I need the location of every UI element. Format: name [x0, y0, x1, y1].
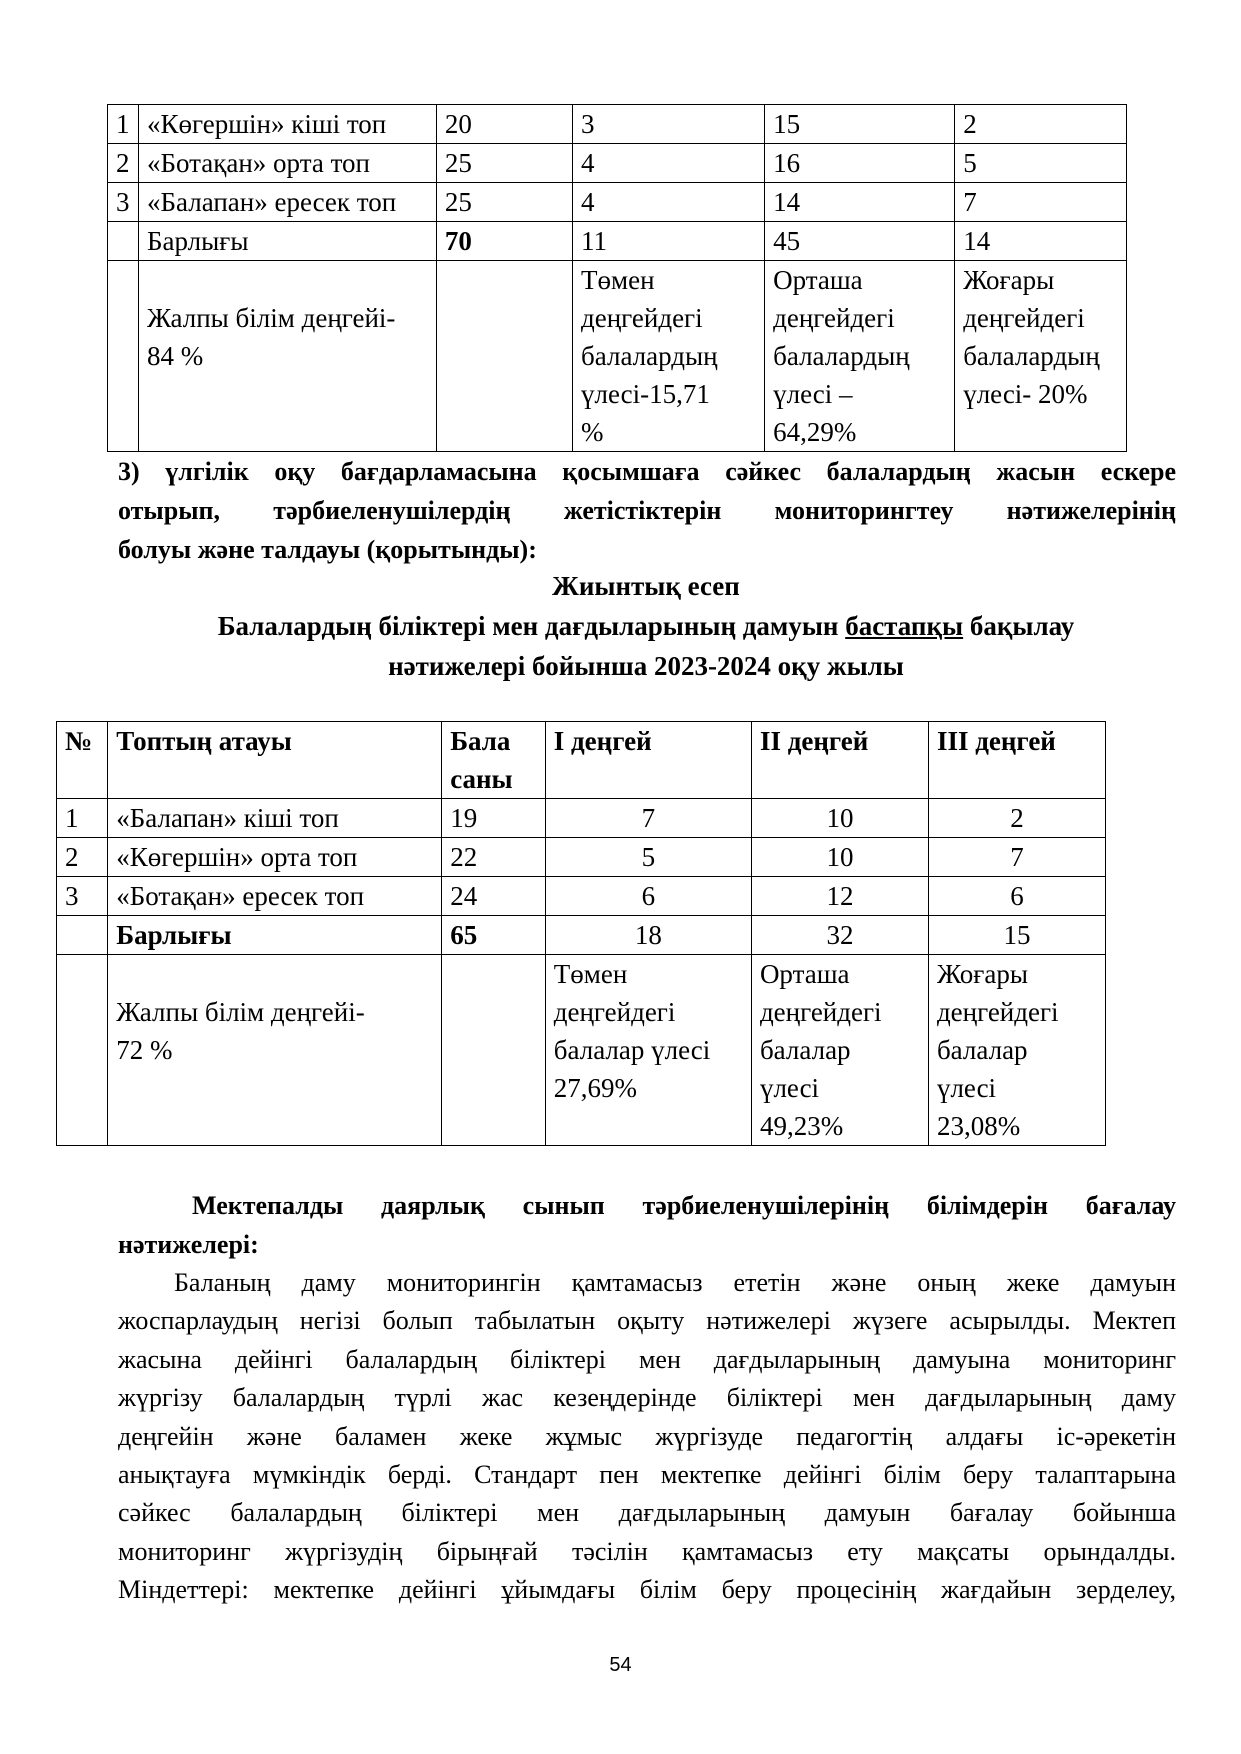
table-cell: 6 — [928, 877, 1105, 916]
table-cell: 3 — [108, 183, 139, 222]
table-cell: 14 — [955, 222, 1127, 261]
heading-line: болуы және талдауы (қорытынды): — [118, 535, 537, 564]
table-cell: 7 — [928, 838, 1105, 877]
table-total-row — [57, 916, 1106, 955]
table-cell — [442, 955, 546, 1146]
table-cell: Орташа деңгейдегі балалардың үлесі – 64,29% — [765, 261, 955, 452]
table-cell: 4 — [573, 144, 765, 183]
column-header: № — [57, 722, 108, 799]
table-cell: 12 — [751, 877, 928, 916]
table-row — [57, 877, 1106, 916]
paragraph-line: сәйкес балалардың біліктері мен дағдыларының дамуын бағалау бойынша — [118, 1498, 1176, 1528]
table-cell — [108, 261, 139, 452]
page-number: 54 — [609, 1654, 632, 1676]
table-cell: 22 — [442, 838, 546, 877]
table-cell: Барлығы — [139, 222, 437, 261]
paragraph-line: жоспарлаудың негізі болып табылатын оқыту нәтижелері жүзеге асырылды. Мектеп — [118, 1306, 1176, 1336]
heading-line: отырып, тәрбиеленушілердің жетістіктерін мониторингтеу нәтижелерінің — [118, 496, 1176, 525]
table-cell: 10 — [751, 838, 928, 877]
paragraph-line: Міндеттері: мектепке дейінгі ұйымдағы білім беру процесінің жағдайын зерделеу, — [118, 1575, 1176, 1605]
paragraph-line: Баланың даму мониторингін қамтамасыз ететін және оның жеке дамуын — [174, 1268, 1176, 1297]
table-cell: «Көгершін» кіші топ — [139, 105, 437, 144]
table-row — [108, 105, 1127, 144]
table-total-row — [108, 222, 1127, 261]
table-cell: 15 — [765, 105, 955, 144]
table-row — [57, 838, 1106, 877]
table-cell: 65 — [442, 916, 546, 955]
table-cell: «Көгершін» орта топ — [108, 838, 442, 877]
table-cell: 1 — [57, 799, 108, 838]
table-cell: 6 — [545, 877, 751, 916]
table-cell: 7 — [545, 799, 751, 838]
table-cell: 10 — [751, 799, 928, 838]
table-cell: 16 — [765, 144, 955, 183]
table-cell: 32 — [751, 916, 928, 955]
results-table-previous — [107, 104, 1127, 452]
table-cell: 2 — [57, 838, 108, 877]
table-cell: 70 — [436, 222, 572, 261]
table-cell: «Балапан» кіші топ — [108, 799, 442, 838]
section-heading-3 — [118, 452, 1176, 569]
table-cell — [436, 261, 572, 452]
table-cell: Жалпы білім деңгейі- 72 % — [108, 955, 442, 1146]
table-cell: «Балапан» ересек топ — [139, 183, 437, 222]
table-cell: 18 — [545, 916, 751, 955]
table-cell: 2 — [108, 144, 139, 183]
paragraph-line: деңгейін және баламен жеке жұмыс жүргізуде педагогтің алдағы іс-әрекетін — [118, 1421, 1176, 1451]
paragraph-line: мониторинг жүргізудің бірыңғай тәсілін қамтамасыз ету мақсаты орындалды. — [118, 1536, 1176, 1566]
table-cell: Төмен деңгейдегі балалар үлесі 27,69% — [545, 955, 751, 1146]
table-cell: 1 — [108, 105, 139, 144]
results-table-initial — [56, 721, 1106, 1146]
table-cell: «Ботақан» ересек топ — [108, 877, 442, 916]
heading-line: 3) үлгілік оқу бағдарламасына қосымшаға сәйкес балалардың жасын ескере — [118, 457, 1176, 486]
table-cell: 7 — [955, 183, 1127, 222]
column-header: Бала саны — [442, 722, 546, 799]
summary-report-title: Жиынтық есеп — [552, 571, 740, 601]
table-cell: 25 — [436, 144, 572, 183]
paragraph-line: жүргізу балалардың түрлі жас кезеңдерінде біліктері мен дағдыларының даму — [118, 1383, 1176, 1413]
table-cell: 5 — [955, 144, 1127, 183]
preschool-section-heading: Мектепалды даярлық сынып тәрбиеленушілерінің білімдерін бағалау нәтижелері: — [118, 1191, 1176, 1259]
paragraph-line: жасына дейінгі балалардың біліктері мен дағдыларының дамуына мониторинг — [118, 1344, 1176, 1374]
table-cell: 3 — [573, 105, 765, 144]
table-cell: Жоғары деңгейдегі балалардың үлесі- 20% — [955, 261, 1127, 452]
table-cell: 3 — [57, 877, 108, 916]
body-paragraph — [118, 1264, 1176, 1610]
summary-report-subtitle: Балалардың біліктері мен дағдыларының дамуын бастапқы бақылау — [217, 611, 1075, 641]
table-cell — [57, 955, 108, 1146]
column-header: Топтың атауы — [108, 722, 442, 799]
table-cell: Орташа деңгейдегі балалар үлесі 49,23% — [751, 955, 928, 1146]
table-cell: 24 — [442, 877, 546, 916]
table-cell: Жоғары деңгейдегі балалар үлесі 23,08% — [928, 955, 1105, 1146]
table-cell: 45 — [765, 222, 955, 261]
table-cell: 11 — [573, 222, 765, 261]
table-header-row — [57, 722, 1106, 799]
table-cell: «Ботақан» орта топ — [139, 144, 437, 183]
table-cell: 15 — [928, 916, 1105, 955]
paragraph-line: анықтауға мүмкіндік берді. Стандарт пен мектепке дейінгі білім беру талаптарына — [118, 1460, 1176, 1490]
table-cell: 20 — [436, 105, 572, 144]
table-cell: 25 — [436, 183, 572, 222]
table-cell: Жалпы білім деңгейі- 84 % — [139, 261, 437, 452]
table-cell — [57, 916, 108, 955]
table-cell: Барлығы — [108, 916, 442, 955]
table-cell: 19 — [442, 799, 546, 838]
table-row — [57, 799, 1106, 838]
table-cell: 2 — [928, 799, 1105, 838]
table-cell — [108, 222, 139, 261]
table-cell: 14 — [765, 183, 955, 222]
table-row — [108, 144, 1127, 183]
column-header: І деңгей — [545, 722, 751, 799]
table-row — [108, 183, 1127, 222]
table-cell: 5 — [545, 838, 751, 877]
column-header: ІІІ деңгей — [928, 722, 1105, 799]
column-header: ІІ деңгей — [751, 722, 928, 799]
table-cell: Төмен деңгейдегі балалардың үлесі-15,71 % — [573, 261, 765, 452]
summary-report-subtitle-2: нәтижелері бойынша 2023-2024 оқу жылы — [388, 651, 904, 681]
table-summary-row — [108, 261, 1127, 452]
table-cell: 2 — [955, 105, 1127, 144]
table-cell: 4 — [573, 183, 765, 222]
table-summary-row — [57, 955, 1106, 1146]
